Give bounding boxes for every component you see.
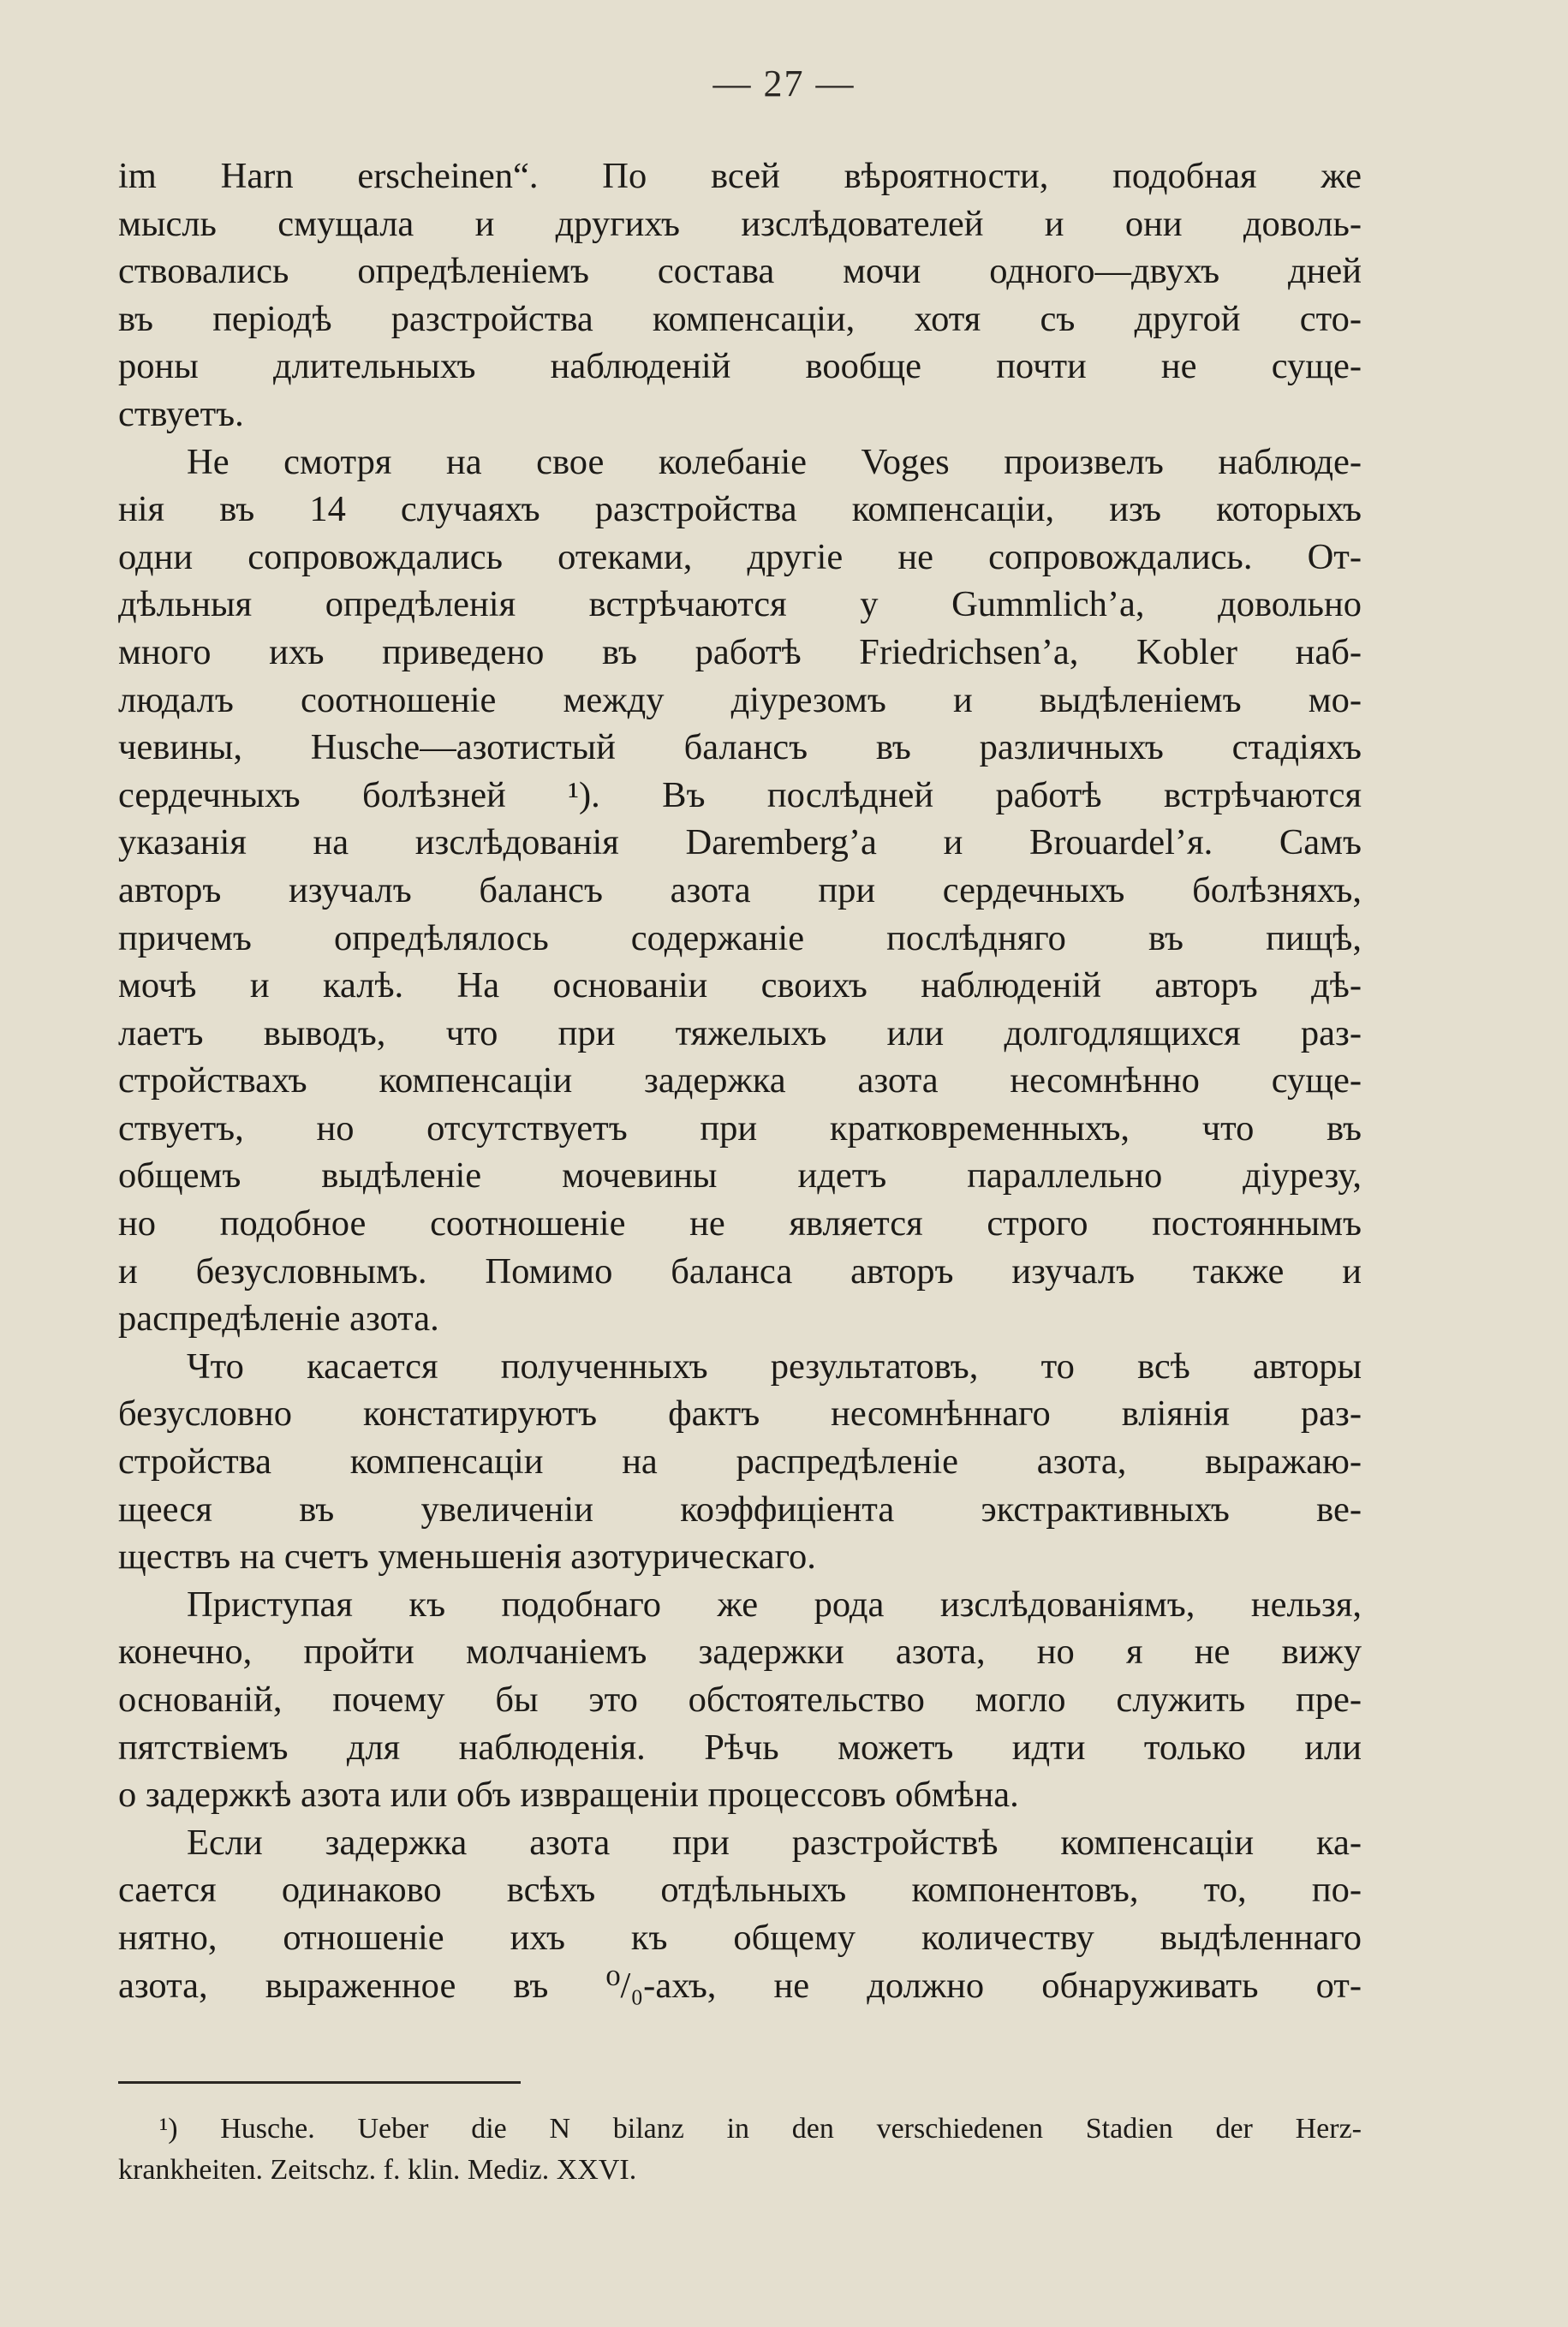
text-line: но подобное соотношеніе не является строго постояннымъ [118,1203,1362,1244]
text-line: щееся въ увеличеніи коэффиціента экстрактивныхъ ве- [118,1489,1362,1530]
text-line: авторъ изучалъ балансъ азота при сердечныхъ болѣзняхъ, [118,869,1362,910]
text-line: азота, выраженное въ ⁰/₀-ахъ, не должно обнаруживать от- [118,1965,1362,2006]
text-line: нія въ 14 случаяхъ разстройства компенсаціи, изъ которыхъ [118,489,1362,530]
text-line: im Harn erscheinen“. По всей вѣроятности, подобная же [118,156,1362,196]
paragraph [118,1343,1362,1581]
text-line: ществъ на счетъ уменьшенія азотурическаго. [118,1536,816,1578]
text-line: роны длительныхъ наблюденій вообще почти не суще- [118,346,1362,387]
text-line: Не смотря на свое колебаніе Voges произвелъ наблюде- [187,441,1362,482]
text-line: ствовались опредѣленіемъ состава мочи одного—двухъ дней [118,251,1362,292]
footnotes [118,2109,1362,2191]
footnote-divider [118,2081,521,2084]
footnote-line: krankheiten. Zeitschz. f. klin. Mediz. XXVI. [118,2154,637,2186]
text-line: нятно, отношеніе ихъ къ общему количеству выдѣленнаго [118,1917,1362,1958]
text-line: дѣльныя опредѣленія встрѣчаются у Gummlich’a, довольно [118,584,1362,625]
text-line: конечно, пройти молчаніемъ задержки азота, но я не вижу [118,1632,1362,1673]
text-line: лаетъ выводъ, что при тяжелыхъ или долгодлящихся раз- [118,1012,1362,1053]
page-number: — 27 — [712,63,856,104]
text-line: безусловно констатируютъ фактъ несомнѣннаго вліянія раз- [118,1393,1362,1435]
text-line: мысль смущала и другихъ изслѣдователей и они доволь- [118,203,1362,244]
paragraph [118,1819,1362,2009]
text-line: стройствахъ компенсаціи задержка азота несомнѣнно суще- [118,1060,1362,1101]
text-line: Приступая къ подобнаго же рода изслѣдованіямъ, нельзя, [187,1584,1362,1625]
text-line: ствуетъ, но отсутствуетъ при кратковременныхъ, что въ [118,1107,1362,1149]
text-line: въ періодѣ разстройства компенсаціи, хотя съ другой сто- [118,298,1362,339]
text-line: мочѣ и калѣ. На основаніи своихъ наблюденій авторъ дѣ- [118,965,1362,1006]
text-line: сердечныхъ болѣзней ¹). Въ послѣдней работѣ встрѣчаются [118,774,1362,815]
text-line: много ихъ приведено въ работѣ Friedrichsen’a, Kobler наб- [118,631,1362,672]
paragraph [118,1581,1362,1819]
body-text [118,152,1362,2009]
paragraph [118,439,1362,1343]
paragraph [118,152,1362,439]
text-line: и безусловнымъ. Помимо баланса авторъ изучалъ также и [118,1250,1362,1292]
text-line: Что касается полученныхъ результатовъ, то всѣ авторы [187,1345,1362,1387]
text-line: ствуетъ. [118,393,244,434]
footnote-line: ¹) Husche. Ueber die N bilanz in den verschiedenen Stadien der Herz- [159,2113,1362,2145]
text-line: пятствіемъ для наблюденія. Рѣчь можетъ идти только или [118,1727,1362,1768]
text-line: причемъ опредѣлялось содержаніе послѣдняго въ пищѣ, [118,917,1362,958]
footnote [118,2109,1362,2191]
text-line: чевины, Husche—азотистый балансъ въ различныхъ стадіяхъ [118,727,1362,768]
text-line: сается одинаково всѣхъ отдѣльныхъ компонентовъ, то, по- [118,1870,1362,1911]
text-line: людалъ соотношеніе между діурезомъ и выдѣленіемъ мо- [118,679,1362,720]
text-line: стройства компенсаціи на распредѣленіе азота, выражаю- [118,1441,1362,1483]
text-line: основаній, почему бы это обстоятельство могло служить пре- [118,1680,1362,1720]
text-line: Если задержка азота при разстройствѣ компенсаціи ка- [187,1822,1362,1863]
text-line: распредѣленіе азота. [118,1298,439,1340]
text-line: указанія на изслѣдованія Daremberg’a и Brouardel’я. Самъ [118,822,1362,863]
text-line: о задержкѣ азота или объ извращеніи процессовъ обмѣна. [118,1775,1019,1816]
text-line: одни сопровождались отеками, другіе не сопровождались. От- [118,536,1362,577]
text-line: общемъ выдѣленіе мочевины идетъ параллельно діурезу, [118,1155,1362,1196]
